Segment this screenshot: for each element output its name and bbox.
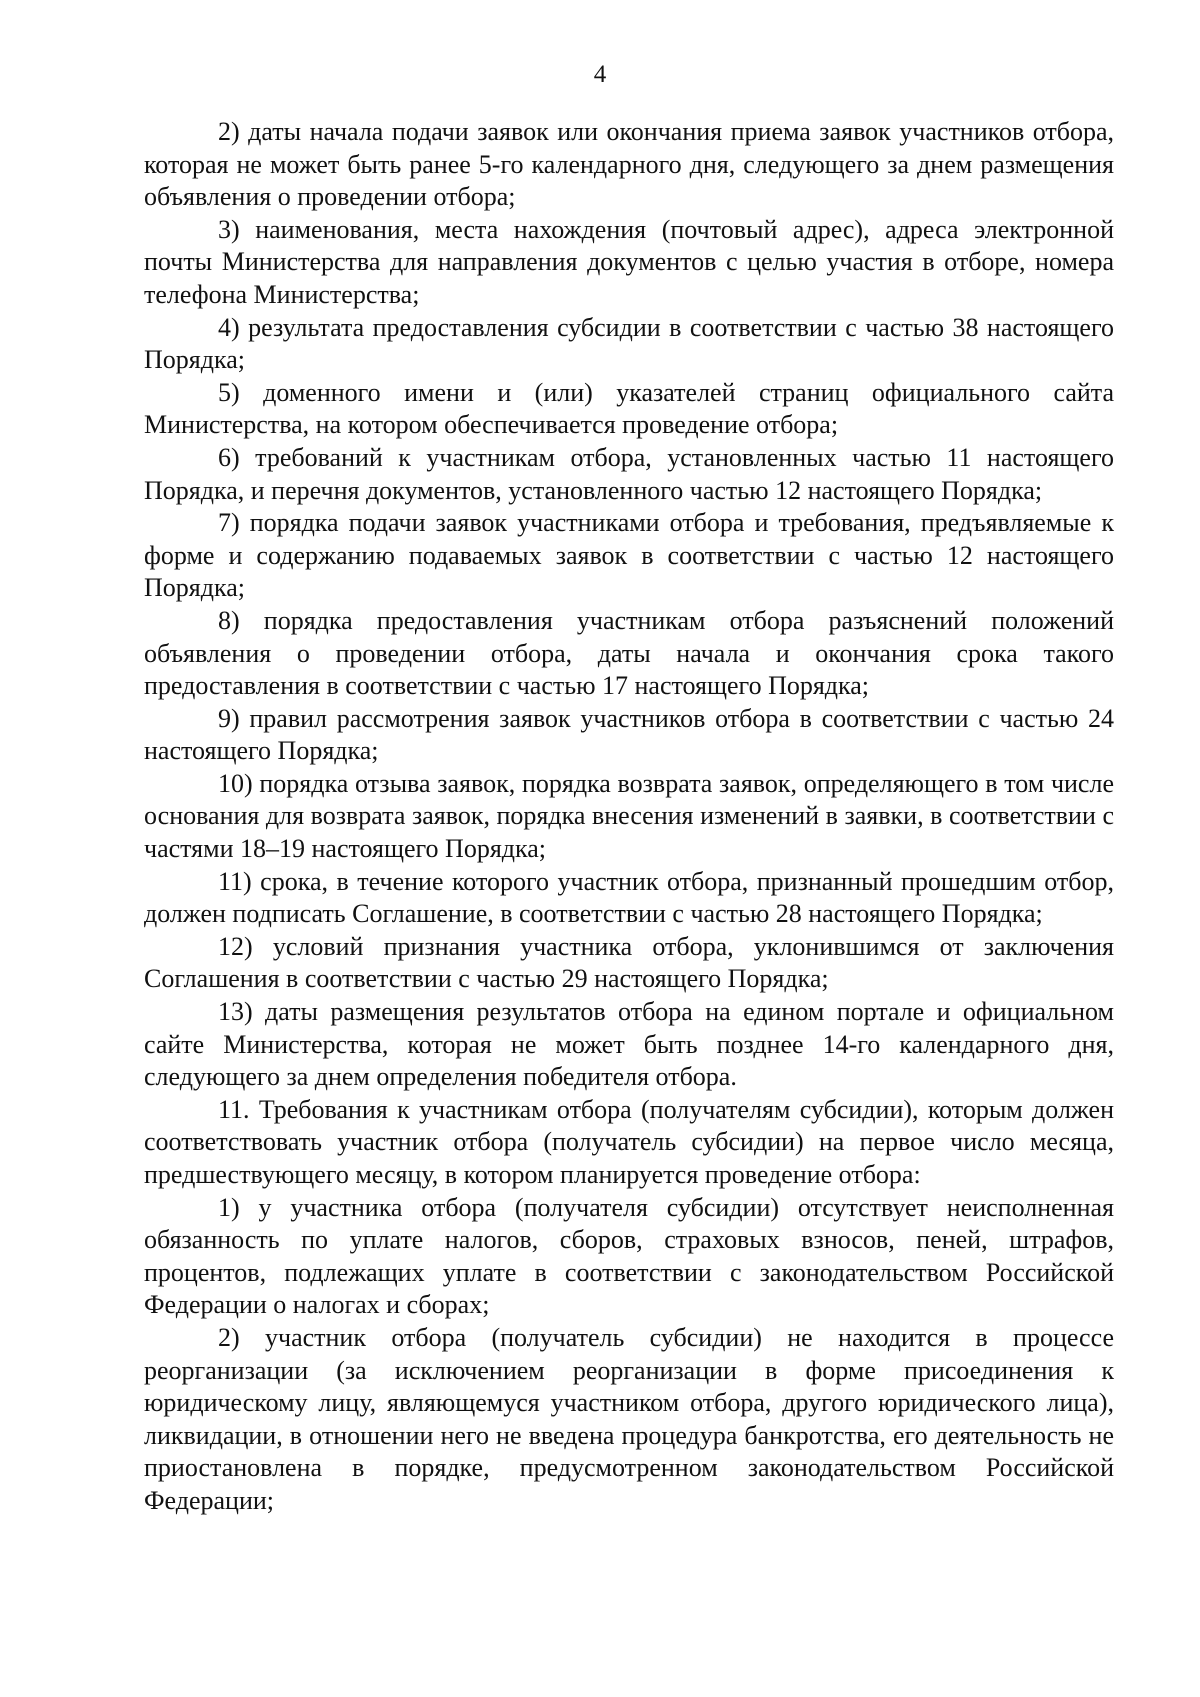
- paragraph-item-7-application-procedure: 7) порядка подачи заявок участниками отбора и требования, предъявляемые к форме и содержанию подаваемых заявок в соответствии с частью 12 настоящего Порядка;: [144, 508, 1114, 603]
- paragraph-item-4-subsidy-result: 4) результата предоставления субсидии в соответствии с частью 38 настоящего Порядка;: [144, 312, 1114, 375]
- paragraph-item-9-review-rules: 9) правил рассмотрения заявок участников отбора в соответствии с частью 24 настоящего Порядка;: [144, 703, 1114, 766]
- paragraph-item-8-clarifications: 8) порядка предоставления участникам отбора разъяснений положений объявления о проведении отбора, даты начала и окончания срока такого предоставления в соответствии с частью 17 настоящего Порядка;: [144, 605, 1114, 701]
- paragraph-item-12-evasion: 12) условий признания участника отбора, уклонившимся от заключения Соглашения в соответствии с частью 29 настоящего Порядка;: [144, 931, 1114, 994]
- document-body: [144, 116, 1114, 1518]
- paragraph-item-5-domain-name: 5) доменного имени и (или) указателей страниц официального сайта Министерства, на котором обеспечивается проведение отбора;: [144, 377, 1114, 440]
- paragraph-item-3-ministry-contacts: 3) наименования, места нахождения (почтовый адрес), адреса электронной почты Министерства для направления документов с целью участия в отборе, номера телефона Министерства;: [144, 214, 1114, 309]
- page-number: 4: [593, 61, 607, 88]
- section-11-requirements: 11. Требования к участникам отбора (получателям субсидии), которым должен соответствовать участник отбора (получатель субсидии) на первое число месяца, предшествующего месяцу, в котором планируется проведение отбора:: [144, 1094, 1114, 1189]
- requirement-2-no-reorganization: 2) участник отбора (получатель субсидии) не находится в процессе реорганизации (за исключением реорганизации в форме присоединения к юридическому лицу, являющемуся участником отбора, другого юридического лица), ликвидации, в отношении него не введена процедура банкротства, его деятельность не приостановлена в порядке, предусмотренном законодательством Российской Федерации;: [144, 1322, 1114, 1515]
- paragraph-item-2-dates: 2) даты начала подачи заявок или окончания приема заявок участников отбора, которая не может быть ранее 5-го календарного дня, следующего за днем размещения объявления о проведении отбора;: [144, 117, 1114, 212]
- requirement-1-no-tax-debt: 1) у участника отбора (получателя субсидии) отсутствует неисполненная обязанность по уплате налогов, сборов, страховых взносов, пеней, штрафов, процентов, подлежащих уплате в соответствии с законодательством Российской Федерации о налогах и сборах;: [144, 1192, 1114, 1320]
- paragraph-item-10-withdrawal: 10) порядка отзыва заявок, порядка возврата заявок, определяющего в том числе основания для возврата заявок, порядка внесения изменений в заявки, в соответствии с частями 18–19 настоящего Порядка;: [144, 768, 1114, 864]
- paragraph-item-13-results-publication: 13) даты размещения результатов отбора на едином портале и официальном сайте Министерства, которая не может быть позднее 14-го календарного дня, следующего за днем определения победителя отбора.: [144, 997, 1114, 1092]
- paragraph-item-11-agreement-term: 11) срока, в течение которого участник отбора, признанный прошедшим отбор, должен подписать Соглашение, в соответствии с частью 28 настоящего Порядка;: [144, 866, 1114, 929]
- paragraph-item-6-requirements: 6) требований к участникам отбора, установленных частью 11 настоящего Порядка, и перечня документов, установленного частью 12 настоящего Порядка;: [144, 442, 1114, 505]
